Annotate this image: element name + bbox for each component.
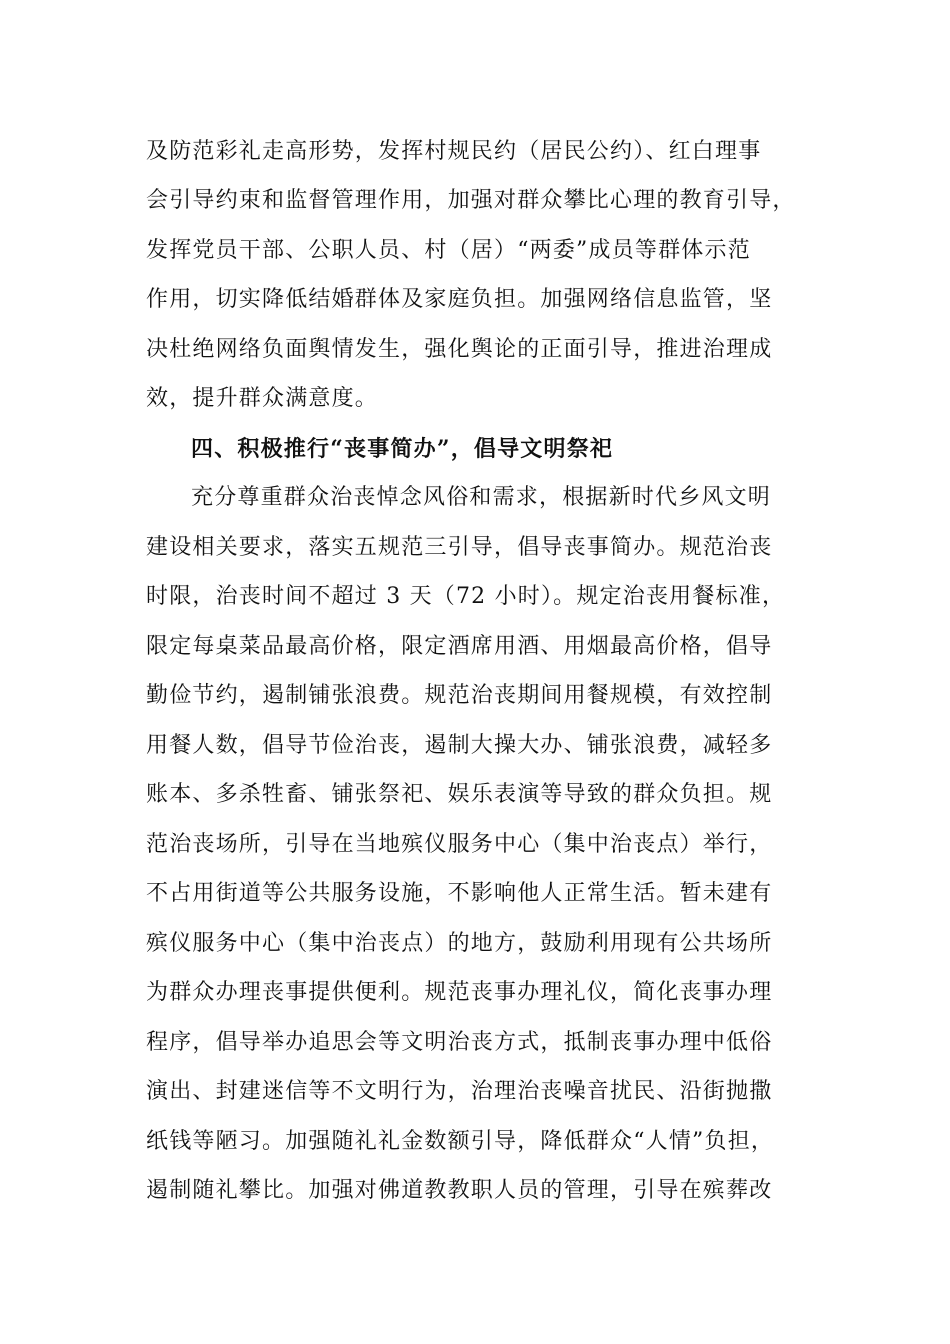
section-heading: 四、积极推行“丧事简办”，倡导文明祭祀: [191, 436, 614, 462]
paragraph-line: 充分尊重群众治丧悼念风俗和需求，根据新时代乡风文明: [191, 485, 772, 510]
paragraph-line: 决杜绝网络负面舆情发生，强化舆论的正面引导，推进治理成: [146, 337, 773, 362]
paragraph-line: 时限，治丧时间不超过 3 天（72 小时）。规定治丧用餐标准，: [146, 584, 786, 609]
paragraph-line: 会引导约束和监督管理作用，加强对群众攀比心理的教育引导，: [146, 188, 796, 213]
paragraph-line: 账本、多杀牲畜、铺张祭祀、娱乐表演等导致的群众负担。规: [146, 782, 773, 807]
paragraph-line: 为群众办理丧事提供便利。规范丧事办理礼仪，简化丧事办理: [146, 980, 773, 1005]
paragraph-line: 程序，倡导举办追思会等文明治丧方式，抵制丧事办理中低俗: [146, 1030, 773, 1055]
paragraph-line: 勤俭节约，遏制铺张浪费。规范治丧期间用餐规模，有效控制: [146, 683, 773, 708]
paragraph-line: 范治丧场所，引导在当地殡仪服务中心（集中治丧点）举行，: [146, 832, 773, 857]
paragraph-line: 用餐人数，倡导节俭治丧，遏制大操大办、铺张浪费，减轻多: [146, 733, 773, 758]
paragraph-line: 建设相关要求，落实五规范三引导，倡导丧事简办。规范治丧: [146, 535, 773, 560]
paragraph-line: 遏制随礼攀比。加强对佛道教教职人员的管理，引导在殡葬改: [146, 1178, 773, 1203]
paragraph-line: 作用，切实降低结婚群体及家庭负担。加强网络信息监管，坚: [146, 287, 773, 312]
paragraph-line: 演出、封建迷信等不文明行为，治理治丧噪音扰民、沿街抛撒: [146, 1079, 773, 1104]
paragraph-line: 发挥党员干部、公职人员、村（居）“两委”成员等群体示范: [146, 238, 751, 263]
paragraph-line: 效，提升群众满意度。: [146, 386, 379, 411]
paragraph-line: 及防范彩礼走高形势，发挥村规民约（居民公约）、红白理事: [146, 139, 762, 164]
paragraph-line: 殡仪服务中心（集中治丧点）的地方，鼓励利用现有公共场所: [146, 931, 773, 956]
paragraph-line: 不占用街道等公共服务设施，不影响他人正常生活。暂未建有: [146, 881, 773, 906]
paragraph-line: 限定每桌菜品最高价格，限定酒席用酒、用烟最高价格，倡导: [146, 634, 773, 659]
paragraph-line: 纸钱等陋习。加强随礼礼金数额引导，降低群众“人情”负担，: [146, 1129, 775, 1154]
